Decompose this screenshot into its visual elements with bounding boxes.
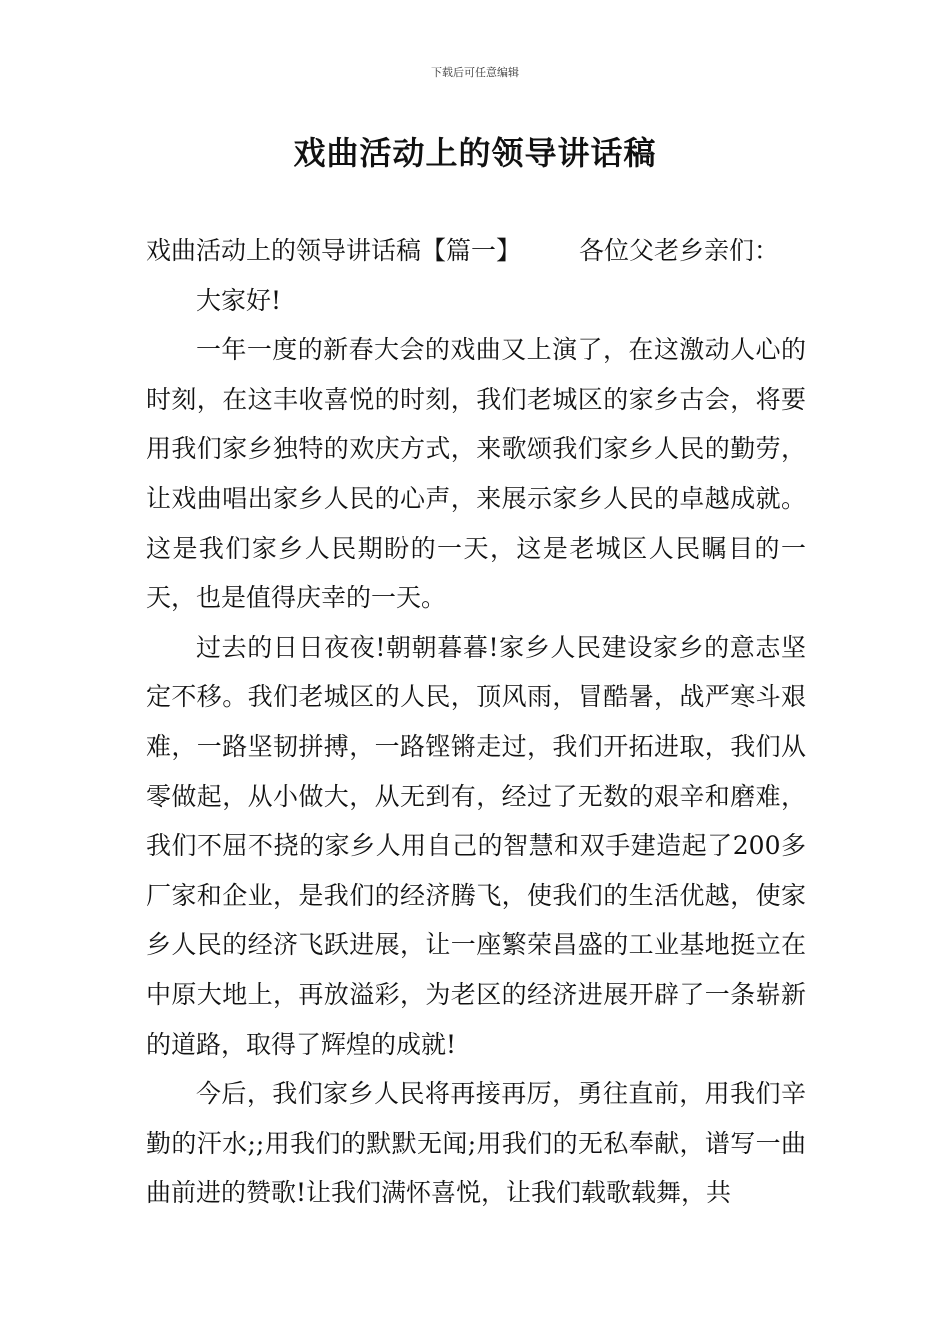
lead-line xyxy=(146,226,806,276)
paragraph-2: 过去的日日夜夜!朝朝暮暮!家乡人民建设家乡的意志坚定不移。我们老城区的人民，顶风雨，冒酷暑，战严寒斗艰难，一路坚韧拼搏，一路铿锵走过，我们开拓进取，我们从零做起，从小做大，从无到有，经过了无数的艰辛和磨难，我们不屈不挠的家乡人用自己的智慧和双手建造起了200多厂家和企业，是我们的经济腾飞，使我们的生活优越，使家乡人民的经济飞跃进展，让一座繁荣昌盛的工业基地挺立在中原大地上，再放溢彩，为老区的经济进展开辟了一条崭新的道路，取得了辉煌的成就! xyxy=(146,632,806,1059)
paragraph-3: 今后，我们家乡人民将再接再厉，勇往直前，用我们辛勤的汗水;;用我们的默默无闻;用我们的无私奉献，谱写一曲曲前进的赞歌!让我们满怀喜悦，让我们载歌载舞，共 xyxy=(146,1079,806,1208)
section-heading: 戏曲活动上的领导讲话稿【篇一】 xyxy=(146,236,522,265)
document-title: 戏曲活动上的领导讲话稿 xyxy=(293,134,657,172)
salutation: 各位父老乡亲们： xyxy=(579,236,780,265)
paragraph-1: 一年一度的新春大会的戏曲又上演了，在这激动人心的时刻，在这丰收喜悦的时刻，我们老城区的家乡古会，将要用我们家乡独特的欢庆方式，来歌颂我们家乡人民的勤劳，让戏曲唱出家乡人民的心声，来展示家乡人民的卓越成就。这是我们家乡人民期盼的一天，这是老城区人民瞩目的一天，也是值得庆幸的一天。 xyxy=(146,335,806,613)
document-body xyxy=(146,226,806,1218)
header-note: 下载后可任意编辑 xyxy=(431,66,519,79)
paragraph-greeting: 大家好! xyxy=(196,285,282,315)
